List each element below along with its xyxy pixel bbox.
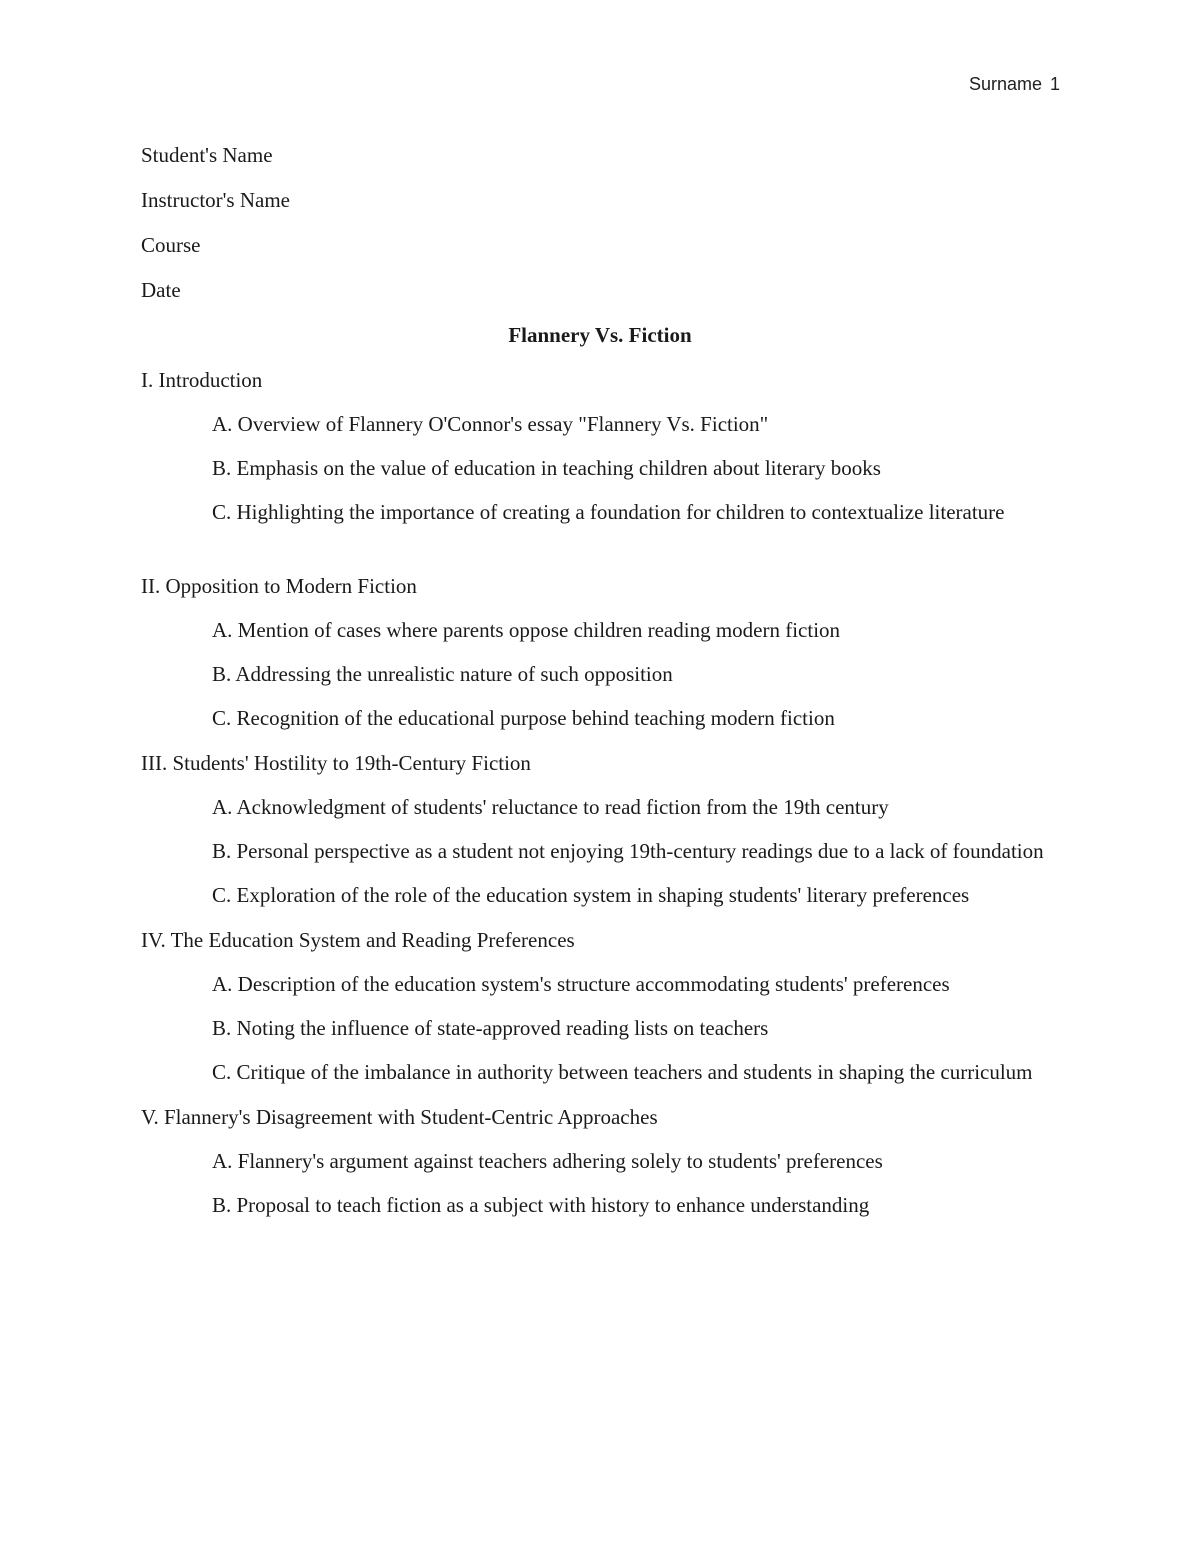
date-line: Date — [141, 278, 181, 302]
header-page-number: 1 — [1049, 74, 1060, 94]
student-name: Student's Name — [141, 143, 273, 167]
section-item: A. Flannery's argument against teachers adhering solely to students' preferences — [212, 1149, 883, 1173]
section-heading-3: III. Students' Hostility to 19th-Century Fiction — [141, 751, 531, 775]
header-surname: Surname — [968, 74, 1042, 94]
section-item: C. Highlighting the importance of creating a foundation for children to contextualize literature — [212, 500, 1005, 524]
section-item: B. Personal perspective as a student not enjoying 19th-century readings due to a lack of foundation — [212, 839, 1044, 863]
section-item: C. Critique of the imbalance in authority between teachers and students in shaping the curriculum — [212, 1060, 1033, 1084]
section-item: A. Mention of cases where parents oppose children reading modern fiction — [212, 618, 841, 642]
document-body — [141, 140, 1059, 1235]
section-item: B. Addressing the unrealistic nature of such opposition — [212, 662, 673, 686]
course-name: Course — [141, 233, 201, 257]
section-item: C. Exploration of the role of the education system in shaping students' literary preferences — [212, 883, 970, 907]
section-heading-2: II. Opposition to Modern Fiction — [141, 574, 417, 598]
section-heading-4: IV. The Education System and Reading Preferences — [141, 928, 575, 952]
section-heading-1: I. Introduction — [141, 368, 263, 392]
section-item: B. Emphasis on the value of education in teaching children about literary books — [212, 456, 881, 480]
running-header — [969, 74, 1060, 95]
section-item: B. Noting the influence of state-approved reading lists on teachers — [212, 1016, 769, 1040]
section-item: A. Description of the education system's structure accommodating students' preferences — [212, 972, 950, 996]
section-item: A. Acknowledgment of students' reluctance to read fiction from the 19th century — [212, 795, 889, 819]
section-item: B. Proposal to teach fiction as a subject with history to enhance understanding — [212, 1193, 870, 1217]
document-title: Flannery Vs. Fiction — [508, 323, 692, 347]
section-item: C. Recognition of the educational purpose behind teaching modern fiction — [212, 706, 835, 730]
section-heading-5: V. Flannery's Disagreement with Student-Centric Approaches — [141, 1105, 658, 1129]
section-item: A. Overview of Flannery O'Connor's essay "Flannery Vs. Fiction" — [212, 412, 769, 436]
instructor-name: Instructor's Name — [141, 188, 290, 212]
blank-line — [141, 542, 1059, 571]
